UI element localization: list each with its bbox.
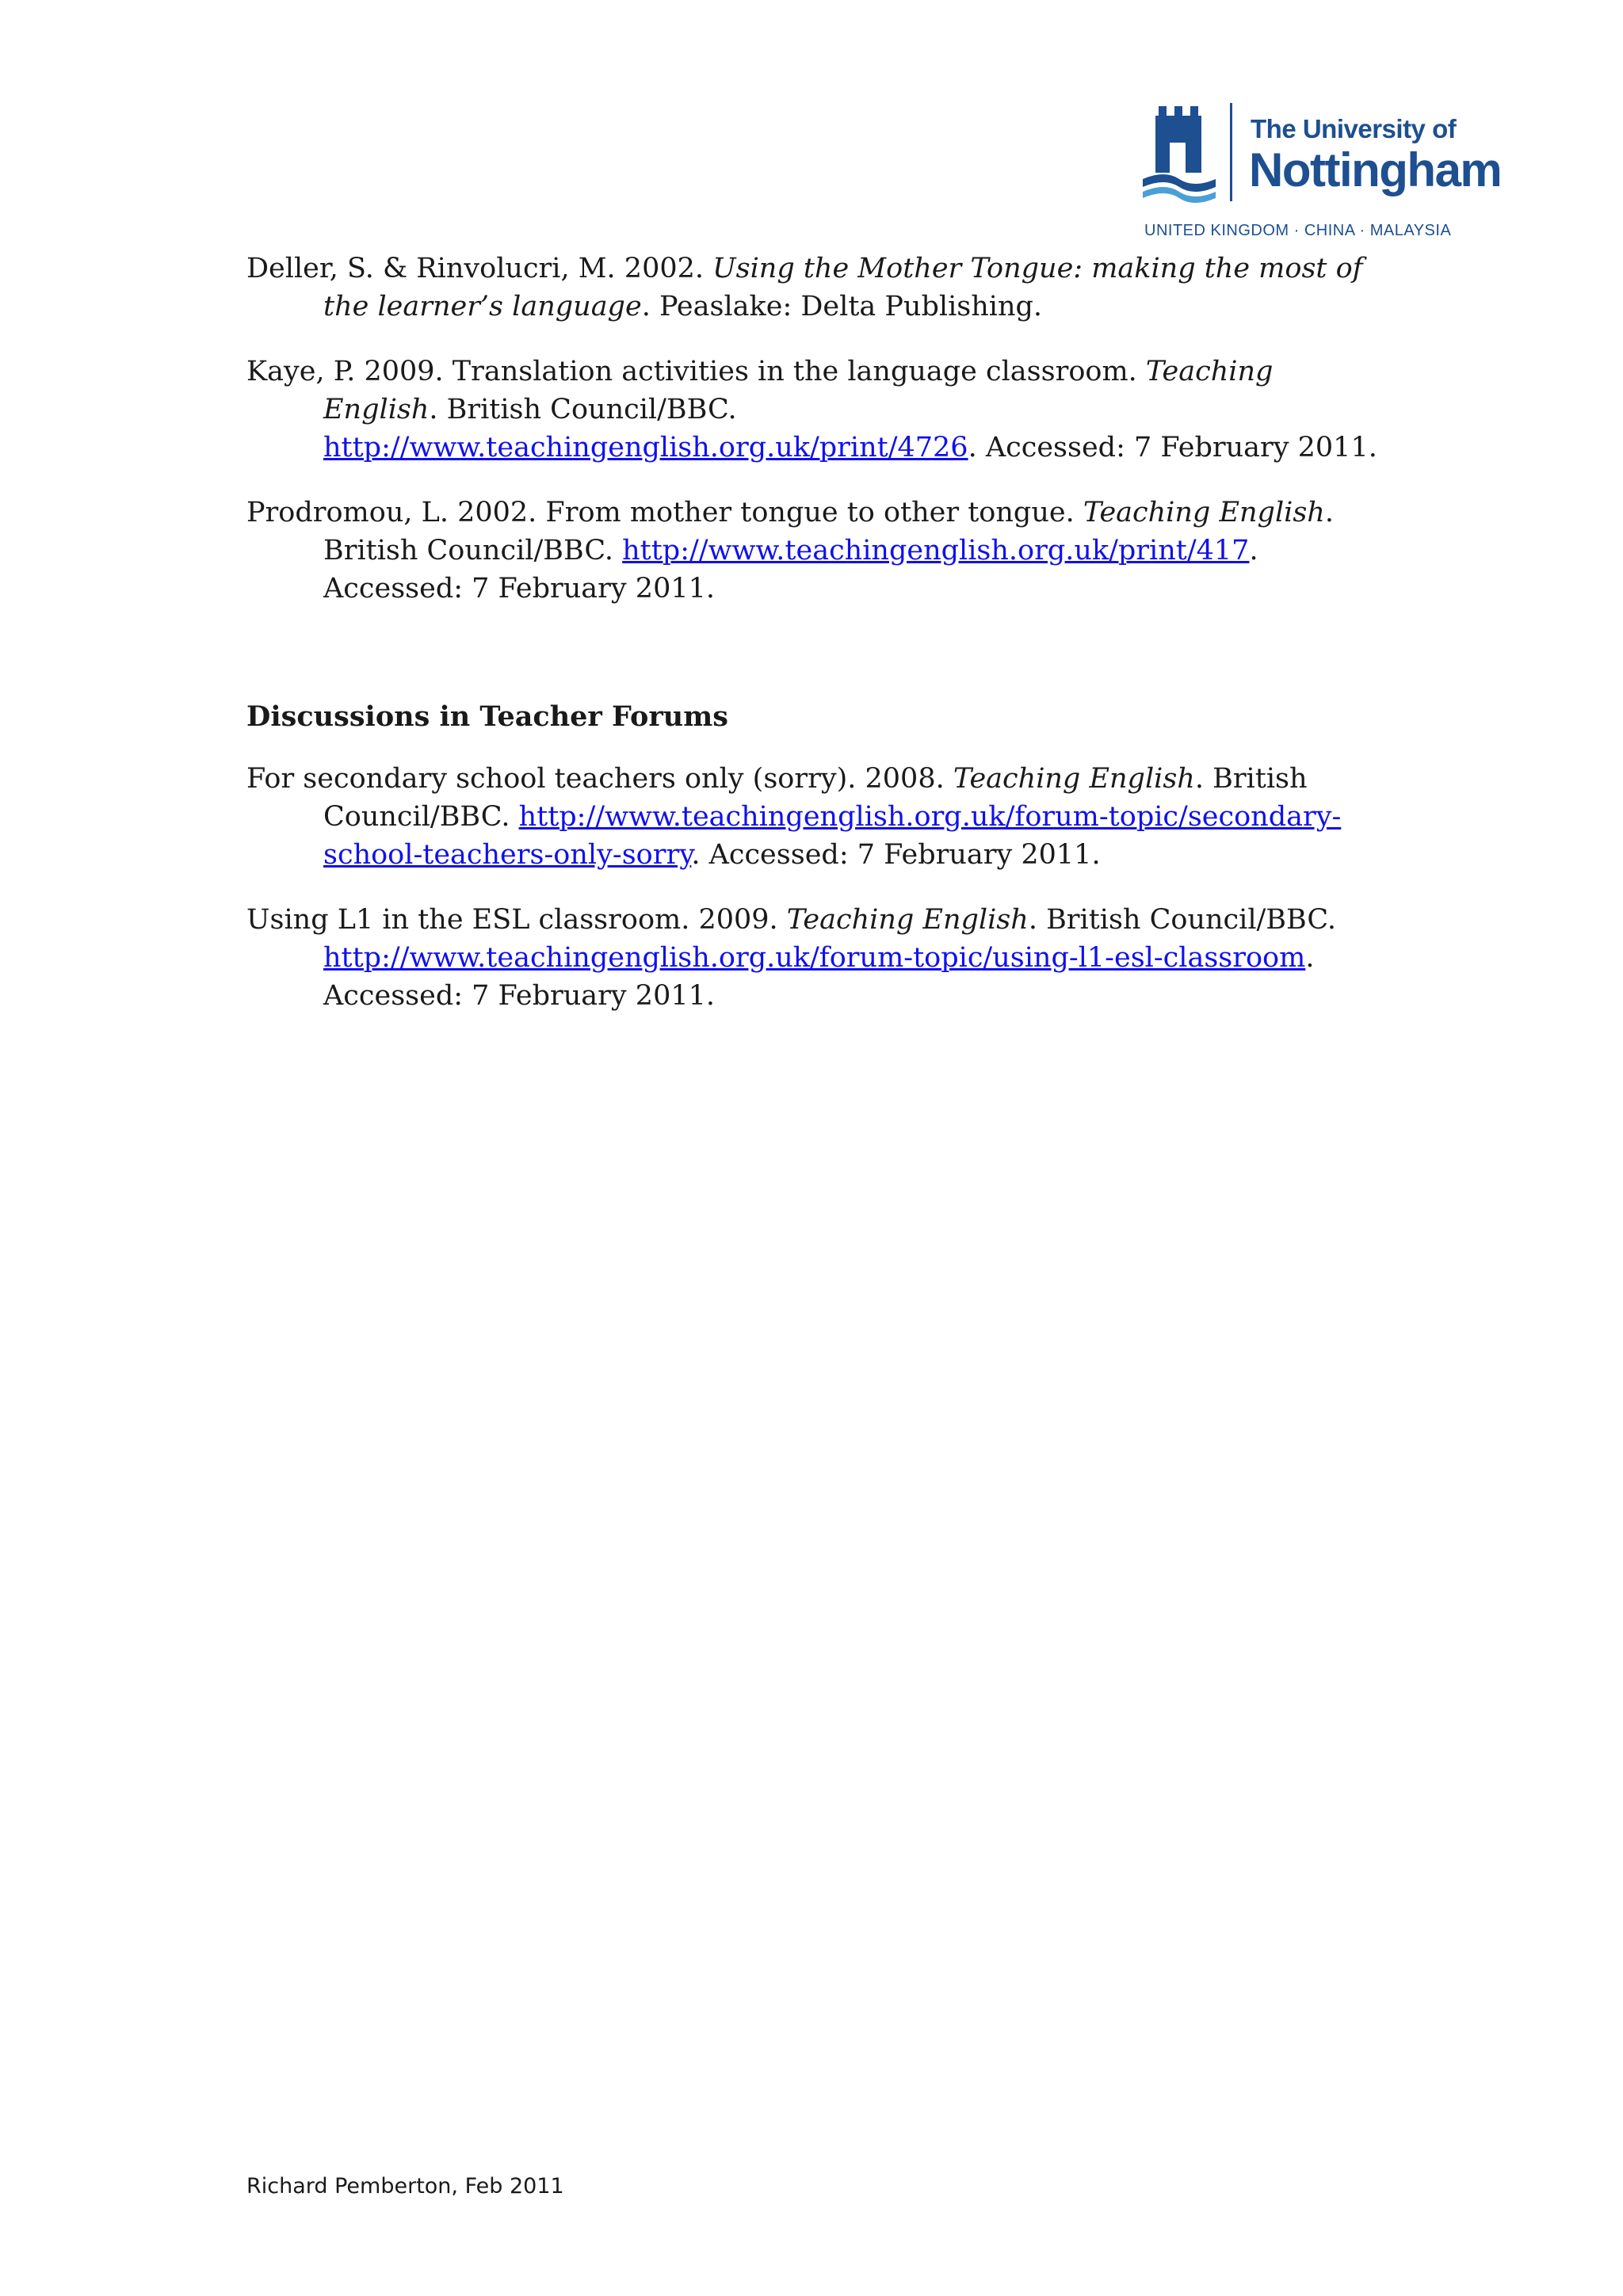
reference-entry — [246, 494, 1396, 608]
ref-authors: Prodromou, L. 2002. From mother tongue to other tongue. — [246, 497, 1083, 528]
reference-entry — [246, 250, 1396, 326]
ref-title: Teaching English — [953, 763, 1195, 795]
ref-authors: For secondary school teachers only (sorry). 2008. — [246, 763, 953, 795]
logo-campuses: UNITED KINGDOM · CHINA · MALAYSIA — [1144, 222, 1452, 239]
section-heading: Discussions in Teacher Forums — [246, 700, 728, 733]
reference-entry — [246, 760, 1396, 874]
ref-title: Teaching English — [323, 356, 1274, 425]
ref-title: Teaching English — [786, 904, 1029, 936]
ref-publisher: . British Council/BBC. — [429, 394, 737, 425]
logo-line2: Nottingham — [1249, 143, 1502, 196]
ref-publisher: . British Council/BBC. — [1028, 904, 1337, 936]
ref-title: Teaching English — [1083, 497, 1325, 528]
university-logo — [1141, 100, 1502, 247]
ref-accessed: . Accessed: 7 February 2011. — [323, 942, 1315, 1012]
reference-entry — [246, 353, 1396, 467]
ref-link[interactable]: http://www.teachingenglish.org.uk/print/4726 — [323, 432, 968, 463]
page-footer: Richard Pemberton, Feb 2011 — [246, 2174, 564, 2199]
ref-link[interactable]: http://www.teachingenglish.org.uk/print/417 — [622, 535, 1250, 566]
logo-line1: The University of — [1251, 114, 1457, 143]
ref-authors: Kaye, P. 2009. Translation activities in the language classroom. — [246, 356, 1146, 387]
ref-authors: Deller, S. & Rinvolucri, M. 2002. — [246, 253, 713, 284]
castle-crest-icon — [1141, 103, 1217, 204]
reference-entry — [246, 901, 1396, 1015]
ref-link[interactable]: http://www.teachingenglish.org.uk/forum-topic/using-l1-esl-classroom — [323, 942, 1306, 974]
ref-publisher: . Peaslake: Delta Publishing. — [641, 291, 1043, 322]
ref-publisher: . British Council/BBC. — [323, 763, 1308, 833]
ref-link[interactable]: http://www.teachingenglish.org.uk/forum-topic/secondary-school-teachers-only-sorry — [323, 801, 1342, 871]
ref-publisher: . British Council/BBC. — [323, 497, 1334, 566]
ref-authors: Using L1 in the ESL classroom. 2009. — [246, 904, 787, 936]
reference-list — [246, 250, 1396, 1042]
ref-accessed: . Accessed: 7 February 2011. — [968, 432, 1377, 463]
ref-accessed: . Accessed: 7 February 2011. — [691, 839, 1101, 871]
ref-accessed: . Accessed: 7 February 2011. — [323, 535, 1258, 605]
logo-divider — [1230, 103, 1232, 201]
ref-title: Using the Mother Tongue: making the most of the learner’s language — [323, 253, 1363, 322]
